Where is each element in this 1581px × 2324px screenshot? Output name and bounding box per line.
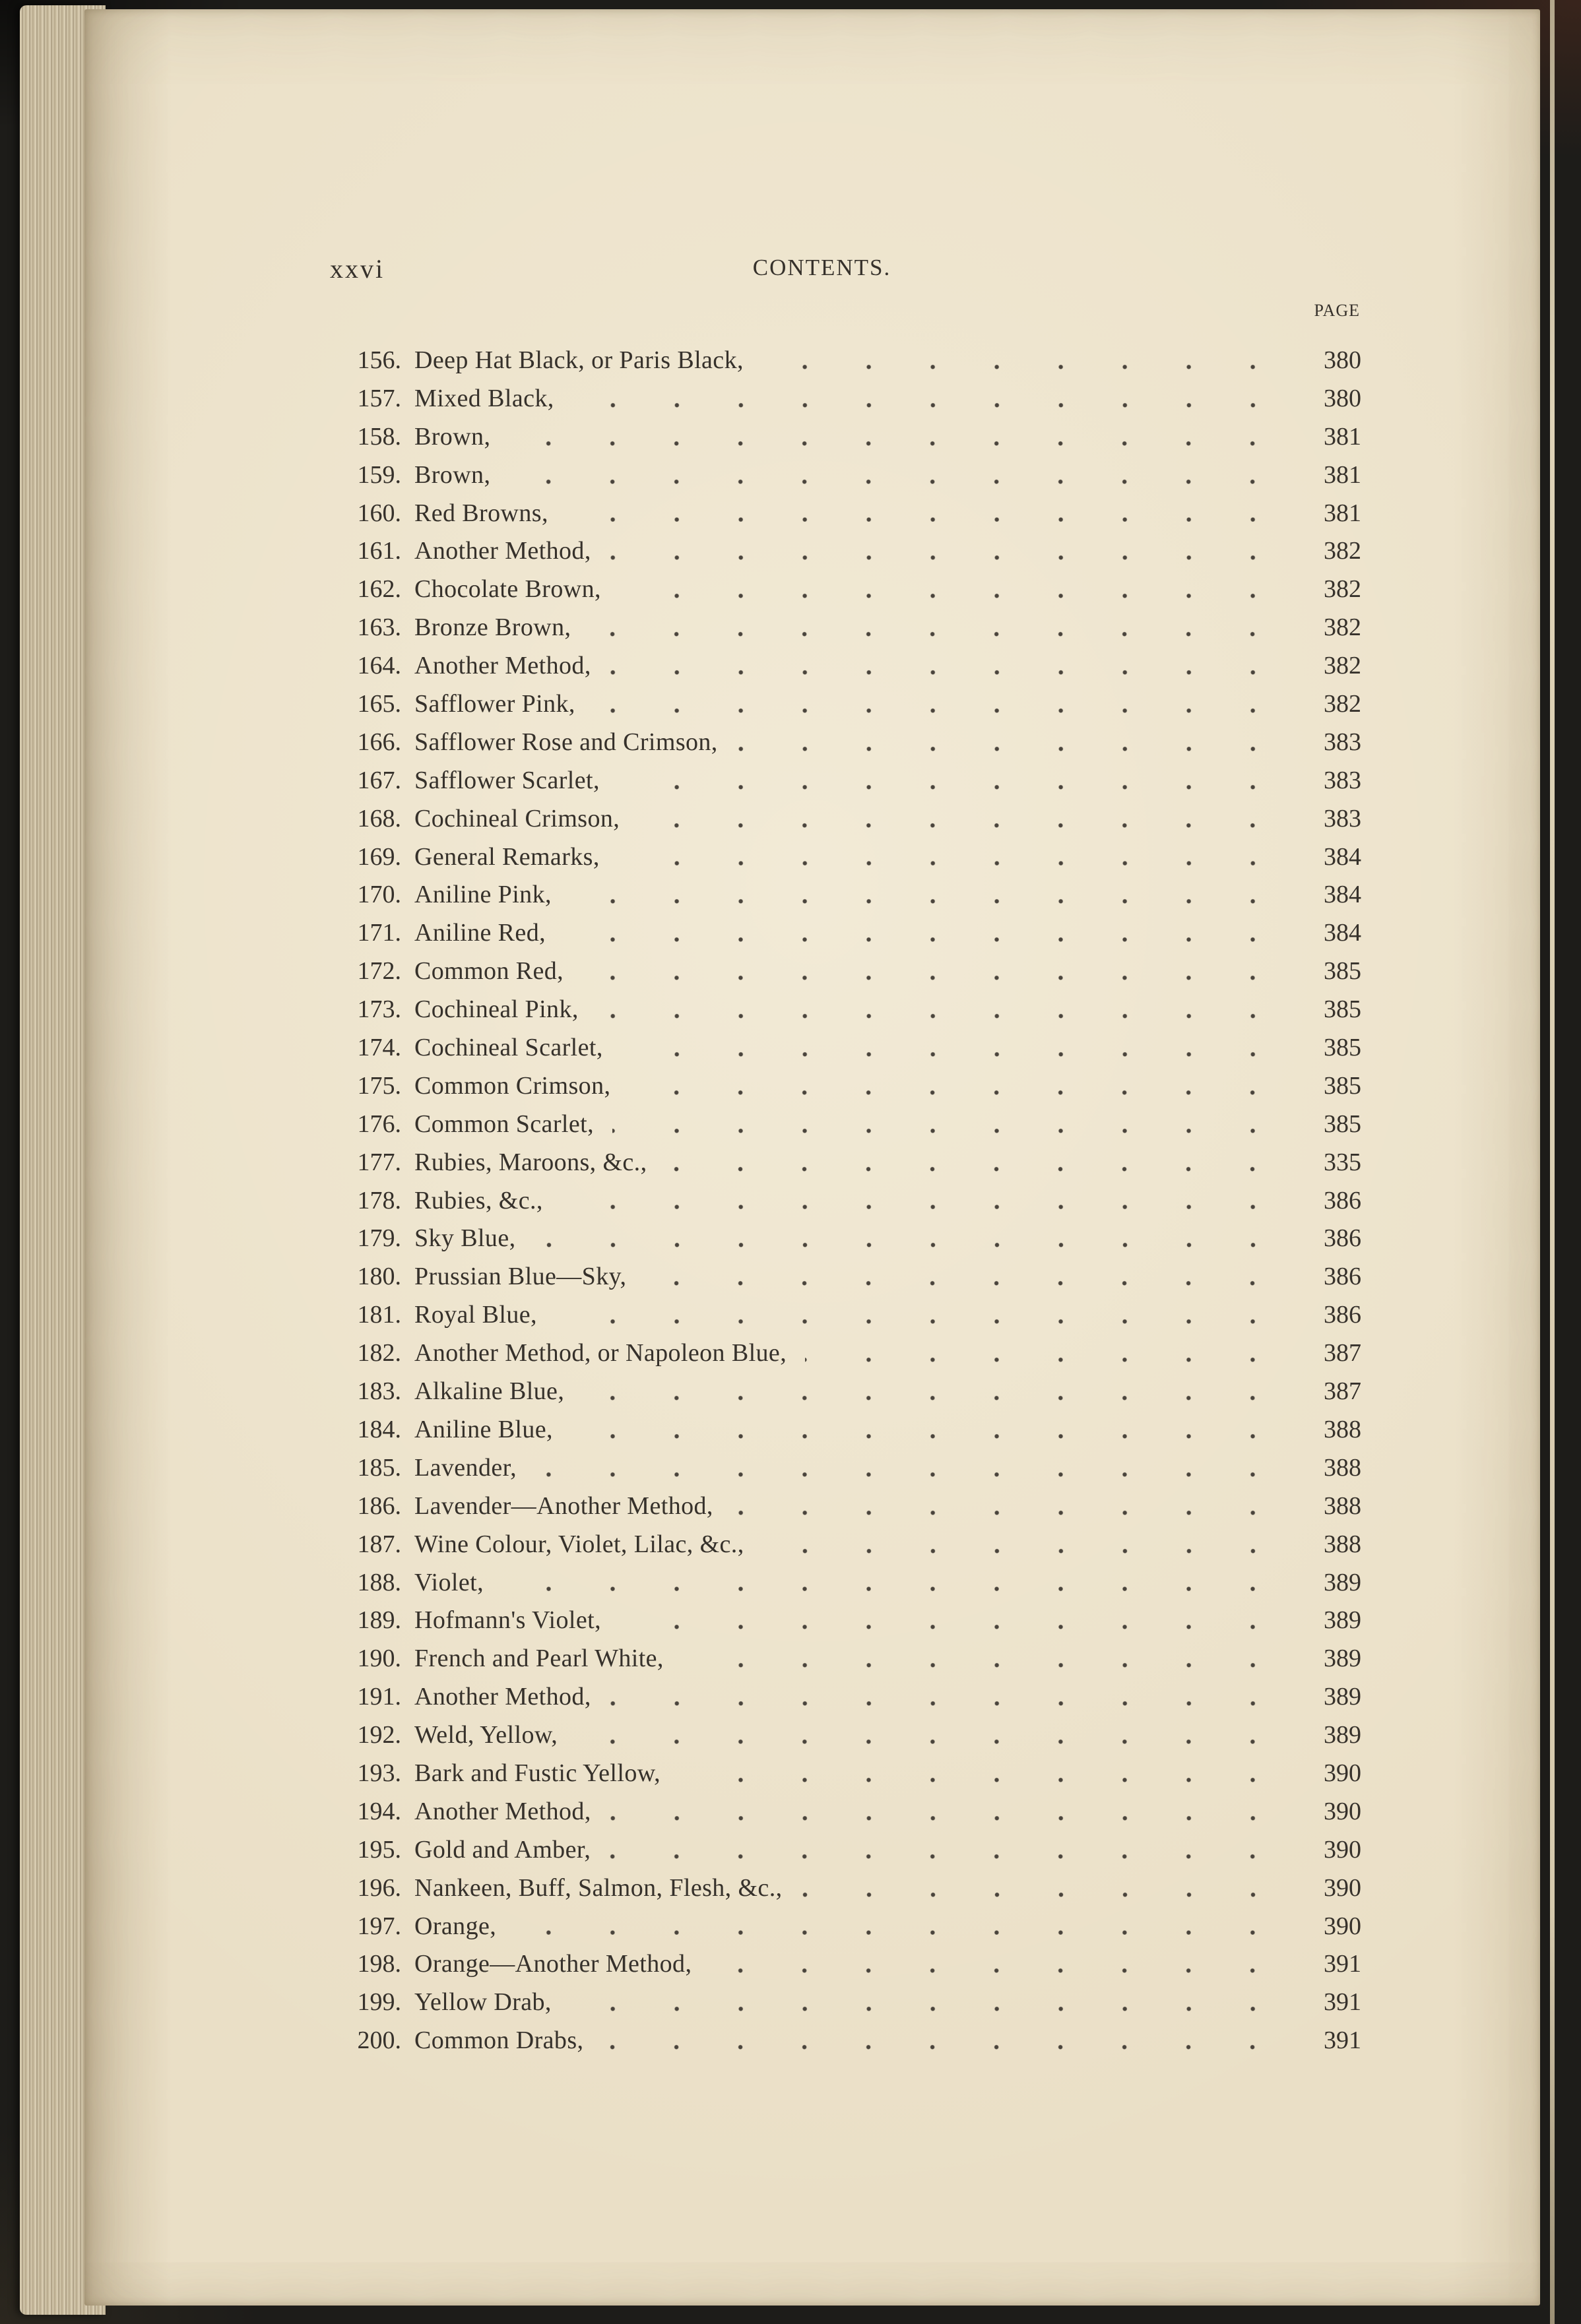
leader-dots xyxy=(609,1831,1285,1869)
entry-title: Safflower Pink, xyxy=(414,690,575,718)
entry-number: 182. xyxy=(357,1339,401,1367)
entry-page: 390 xyxy=(1324,1797,1361,1825)
entry-number: 195. xyxy=(357,1835,401,1864)
entry-title: Yellow Drab, xyxy=(414,1988,552,2017)
toc-entry xyxy=(329,685,1361,724)
toc-entry xyxy=(329,838,1361,877)
entry-page: 385 xyxy=(1324,1034,1361,1062)
leader-dots xyxy=(571,1411,1285,1449)
leader-dots xyxy=(620,571,1285,609)
entry-number: 161. xyxy=(357,537,401,565)
leader-dots xyxy=(665,1144,1285,1182)
leader-dots xyxy=(679,1755,1285,1793)
leader-dots xyxy=(612,1106,1285,1144)
entry-title: Lavender—Another Method, xyxy=(414,1492,713,1520)
toc-entry xyxy=(329,876,1361,914)
toc-entry xyxy=(329,1449,1361,1488)
toc-entry xyxy=(329,380,1361,418)
leader-dots xyxy=(629,1067,1285,1106)
toc-entry xyxy=(329,418,1361,456)
toc-entry xyxy=(329,1296,1361,1335)
entry-number: 194. xyxy=(357,1797,401,1825)
entry-number: 196. xyxy=(357,1873,401,1902)
entry-title: Aniline Red, xyxy=(414,919,546,947)
leader-dots xyxy=(509,418,1285,456)
entry-title: Cochineal Pink, xyxy=(414,995,579,1024)
entry-title: French and Pearl White, xyxy=(414,1645,664,1673)
entry-title: Chocolate Brown, xyxy=(414,575,601,604)
leader-dots xyxy=(594,685,1285,724)
entry-number: 171. xyxy=(357,919,401,947)
entry-title: Gold and Amber, xyxy=(414,1835,591,1864)
entry-page: 385 xyxy=(1324,957,1361,986)
entry-page: 380 xyxy=(1324,346,1361,374)
toc-entry xyxy=(329,1678,1361,1716)
contents-page-content xyxy=(329,252,1361,2060)
toc-entry xyxy=(329,1029,1361,1067)
toc-entry xyxy=(329,1640,1361,1678)
entry-title: Violet, xyxy=(414,1568,484,1596)
entry-number: 197. xyxy=(357,1912,401,1940)
leader-dots xyxy=(620,1602,1285,1640)
entry-page: 386 xyxy=(1324,1263,1361,1291)
entry-page: 389 xyxy=(1324,1568,1361,1596)
entry-page: 382 xyxy=(1324,690,1361,718)
entry-number: 189. xyxy=(357,1606,401,1635)
leader-dots xyxy=(732,1488,1285,1526)
entry-page: 391 xyxy=(1324,2026,1361,2055)
toc-entry xyxy=(329,1335,1361,1373)
entry-number: 185. xyxy=(357,1453,401,1482)
leader-dots xyxy=(736,724,1285,762)
toc-entry xyxy=(329,914,1361,953)
leader-dots xyxy=(645,1258,1285,1296)
entry-title: Weld, Yellow, xyxy=(414,1721,558,1749)
toc-entry xyxy=(329,342,1361,380)
entry-title: Prussian Blue—Sky, xyxy=(414,1263,627,1291)
entry-page: 385 xyxy=(1324,995,1361,1024)
entry-title: Lavender, xyxy=(414,1453,517,1482)
entry-title: Aniline Pink, xyxy=(414,881,552,909)
toc-entry xyxy=(329,571,1361,609)
toc-entry xyxy=(329,1182,1361,1220)
page-header-row xyxy=(329,252,1361,290)
entry-page: 381 xyxy=(1324,460,1361,489)
entry-number: 160. xyxy=(357,499,401,527)
entry-title: Another Method, xyxy=(414,1683,591,1711)
entry-page: 388 xyxy=(1324,1530,1361,1558)
entry-number: 172. xyxy=(357,957,401,986)
entry-page: 383 xyxy=(1324,804,1361,832)
entry-page: 381 xyxy=(1324,499,1361,527)
leader-dots xyxy=(509,456,1285,495)
entry-title: Another Method, xyxy=(414,537,591,565)
entry-page: 389 xyxy=(1324,1721,1361,1749)
toc-entry xyxy=(329,1716,1361,1755)
leader-dots xyxy=(570,876,1285,914)
leader-dots xyxy=(583,1373,1285,1411)
leader-dots xyxy=(618,838,1285,877)
toc-entry xyxy=(329,1220,1361,1258)
entry-number: 183. xyxy=(357,1377,401,1406)
entry-number: 163. xyxy=(357,613,401,642)
leader-dots xyxy=(638,800,1285,838)
entry-title: Common Scarlet, xyxy=(414,1110,594,1138)
entry-page: 390 xyxy=(1324,1873,1361,1902)
entry-title: Cochineal Crimson, xyxy=(414,804,620,832)
leader-dots xyxy=(710,1945,1285,1984)
leader-dots xyxy=(535,1449,1285,1488)
entry-page: 385 xyxy=(1324,1071,1361,1100)
entry-number: 166. xyxy=(357,728,401,756)
entry-number: 173. xyxy=(357,995,401,1024)
entry-number: 179. xyxy=(357,1224,401,1253)
leader-dots xyxy=(622,1029,1285,1067)
entry-page: 381 xyxy=(1324,422,1361,451)
entry-number: 164. xyxy=(357,652,401,680)
entry-page: 382 xyxy=(1324,613,1361,642)
entry-title: Sky Blue, xyxy=(414,1224,516,1253)
entry-title: Common Drabs, xyxy=(414,2026,584,2055)
facing-page-edge xyxy=(1550,0,1555,2324)
leader-dots xyxy=(576,1716,1285,1755)
entry-title: Orange—Another Method, xyxy=(414,1950,692,1978)
contents-list xyxy=(329,342,1361,2060)
toc-entry xyxy=(329,1526,1361,1564)
entry-number: 174. xyxy=(357,1034,401,1062)
leader-dots xyxy=(762,342,1285,380)
entry-number: 181. xyxy=(357,1301,401,1329)
entry-page: 386 xyxy=(1324,1301,1361,1329)
toc-entry xyxy=(329,1106,1361,1144)
entry-number: 198. xyxy=(357,1950,401,1978)
entry-number: 165. xyxy=(357,690,401,718)
leader-dots xyxy=(515,1908,1285,1946)
entry-page: 384 xyxy=(1324,919,1361,947)
entry-page: 389 xyxy=(1324,1606,1361,1635)
toc-entry xyxy=(329,609,1361,647)
leader-dots xyxy=(610,532,1285,571)
toc-entry xyxy=(329,532,1361,571)
entry-title: Brown, xyxy=(414,460,491,489)
entry-number: 187. xyxy=(357,1530,401,1558)
leader-dots xyxy=(610,1793,1285,1831)
leader-dots xyxy=(801,1869,1285,1908)
entry-page: 387 xyxy=(1324,1377,1361,1406)
entry-number: 186. xyxy=(357,1492,401,1520)
leader-dots xyxy=(682,1640,1285,1678)
entry-page: 390 xyxy=(1324,1835,1361,1864)
entry-title: Wine Colour, Violet, Lilac, &c., xyxy=(414,1530,744,1558)
leader-dots xyxy=(573,380,1285,418)
toc-entry xyxy=(329,1258,1361,1296)
leader-dots xyxy=(763,1526,1285,1564)
toc-entry xyxy=(329,2022,1361,2060)
toc-entry xyxy=(329,1564,1361,1602)
leader-dots xyxy=(610,1678,1285,1716)
toc-entry xyxy=(329,1831,1361,1869)
entry-number: 177. xyxy=(357,1148,401,1176)
entry-number: 162. xyxy=(357,575,401,604)
entry-page: 384 xyxy=(1324,842,1361,871)
entry-title: Red Browns, xyxy=(414,499,548,527)
entry-page: 389 xyxy=(1324,1645,1361,1673)
entry-title: Hofmann's Violet, xyxy=(414,1606,601,1635)
entry-number: 184. xyxy=(357,1415,401,1443)
leader-dots xyxy=(502,1564,1285,1602)
entry-page: 388 xyxy=(1324,1492,1361,1520)
entry-number: 175. xyxy=(357,1071,401,1100)
toc-entry xyxy=(329,456,1361,495)
entry-title: Another Method, xyxy=(414,652,591,680)
entry-title: Rubies, &c., xyxy=(414,1186,543,1214)
entry-number: 168. xyxy=(357,804,401,832)
folio-number: xxvi xyxy=(330,254,385,284)
entry-number: 199. xyxy=(357,1988,401,2017)
entry-page: 385 xyxy=(1324,1110,1361,1138)
entry-title: Safflower Rose and Crimson, xyxy=(414,728,718,756)
leader-dots xyxy=(564,914,1285,953)
page-column-label: PAGE xyxy=(1314,301,1360,320)
entry-number: 193. xyxy=(357,1759,401,1787)
entry-number: 156. xyxy=(357,346,401,374)
entry-title: Another Method, or Napoleon Blue, xyxy=(414,1339,787,1367)
toc-entry xyxy=(329,1488,1361,1526)
entry-title: Deep Hat Black, or Paris Black, xyxy=(414,346,744,374)
entry-title: Orange, xyxy=(414,1912,497,1940)
toc-entry xyxy=(329,800,1361,838)
entry-page: 386 xyxy=(1324,1186,1361,1214)
entry-number: 167. xyxy=(357,766,401,794)
leader-dots xyxy=(582,953,1285,991)
toc-entry xyxy=(329,1793,1361,1831)
toc-entry xyxy=(329,1067,1361,1106)
leader-dots xyxy=(805,1335,1285,1373)
entry-number: 188. xyxy=(357,1568,401,1596)
book-page xyxy=(84,9,1540,2306)
leader-dots xyxy=(562,1182,1285,1220)
entry-number: 169. xyxy=(357,842,401,871)
entry-page: 391 xyxy=(1324,1950,1361,1978)
leader-dots xyxy=(556,1296,1285,1335)
entry-title: Rubies, Maroons, &c., xyxy=(414,1148,647,1176)
contents-title: CONTENTS. xyxy=(752,255,891,280)
entry-title: Aniline Blue, xyxy=(414,1415,553,1443)
entry-title: Cochineal Scarlet, xyxy=(414,1034,603,1062)
toc-entry xyxy=(329,1144,1361,1182)
toc-entry xyxy=(329,953,1361,991)
entry-page: 386 xyxy=(1324,1224,1361,1253)
toc-entry xyxy=(329,724,1361,762)
toc-entry xyxy=(329,1602,1361,1640)
entry-page: 335 xyxy=(1324,1148,1361,1176)
toc-entry xyxy=(329,1869,1361,1908)
entry-number: 190. xyxy=(357,1645,401,1673)
entry-page: 389 xyxy=(1324,1683,1361,1711)
entry-page: 384 xyxy=(1324,881,1361,909)
entry-number: 176. xyxy=(357,1110,401,1138)
leader-dots xyxy=(610,647,1285,685)
toc-entry xyxy=(329,1373,1361,1411)
entry-title: General Remarks, xyxy=(414,842,600,871)
entry-title: Brown, xyxy=(414,422,491,451)
toc-entry xyxy=(329,495,1361,533)
toc-entry xyxy=(329,1908,1361,1946)
entry-title: Mixed Black, xyxy=(414,384,554,412)
entry-number: 170. xyxy=(357,881,401,909)
leader-dots xyxy=(597,991,1285,1029)
entry-page: 382 xyxy=(1324,575,1361,604)
entry-number: 191. xyxy=(357,1683,401,1711)
entry-number: 192. xyxy=(357,1721,401,1749)
toc-entry xyxy=(329,1984,1361,2022)
toc-entry xyxy=(329,991,1361,1029)
entry-page: 387 xyxy=(1324,1339,1361,1367)
leader-dots xyxy=(570,1984,1285,2022)
entry-title: Bronze Brown, xyxy=(414,613,571,642)
entry-page: 383 xyxy=(1324,766,1361,794)
entry-page: 390 xyxy=(1324,1759,1361,1787)
entry-page: 388 xyxy=(1324,1415,1361,1443)
entry-page: 390 xyxy=(1324,1912,1361,1940)
entry-number: 158. xyxy=(357,422,401,451)
entry-number: 159. xyxy=(357,460,401,489)
entry-number: 157. xyxy=(357,384,401,412)
entry-page: 388 xyxy=(1324,1453,1361,1482)
toc-entry xyxy=(329,1945,1361,1984)
entry-page: 382 xyxy=(1324,537,1361,565)
entry-title: Common Crimson, xyxy=(414,1071,611,1100)
entry-number: 200. xyxy=(357,2026,401,2055)
toc-entry xyxy=(329,1411,1361,1449)
leader-dots xyxy=(602,2022,1285,2060)
toc-entry xyxy=(329,1755,1361,1793)
entry-number: 180. xyxy=(357,1263,401,1291)
entry-number: 178. xyxy=(357,1186,401,1214)
entry-title: Royal Blue, xyxy=(414,1301,537,1329)
entry-title: Safflower Scarlet, xyxy=(414,766,600,794)
entry-title: Another Method, xyxy=(414,1797,591,1825)
entry-title: Bark and Fustic Yellow, xyxy=(414,1759,661,1787)
toc-entry xyxy=(329,762,1361,800)
leader-dots xyxy=(618,762,1285,800)
entry-title: Alkaline Blue, xyxy=(414,1377,565,1406)
toc-entry xyxy=(329,647,1361,685)
entry-page: 380 xyxy=(1324,384,1361,412)
entry-title: Common Red, xyxy=(414,957,564,986)
entry-page: 391 xyxy=(1324,1988,1361,2017)
entry-page: 382 xyxy=(1324,652,1361,680)
leader-dots xyxy=(534,1220,1285,1258)
entry-page: 383 xyxy=(1324,728,1361,756)
leader-dots xyxy=(589,609,1285,647)
leader-dots xyxy=(567,495,1285,533)
entry-title: Nankeen, Buff, Salmon, Flesh, &c., xyxy=(414,1873,783,1902)
